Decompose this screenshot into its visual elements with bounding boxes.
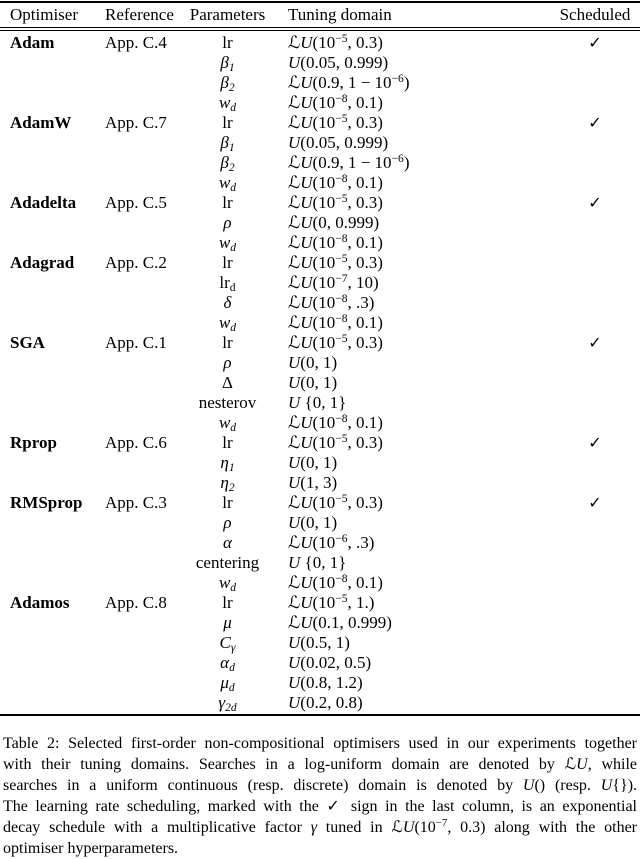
script-letter: ℒU xyxy=(288,613,313,632)
scheduled-cell xyxy=(550,533,640,553)
tuning-domain-value: U(0.5, 1) xyxy=(288,633,350,652)
script-letter: ℒU xyxy=(288,593,313,612)
checkmark-icon: ✓ xyxy=(588,333,602,352)
optimiser-name xyxy=(0,273,105,293)
optimiser-name xyxy=(0,573,105,593)
tuning-domain-value: U(0.8, 1.2) xyxy=(288,673,363,692)
parameter-name: lr xyxy=(222,333,233,352)
tuning-domain-value: $ℒU(10^{-7}$, 10) xyxy=(288,271,379,292)
scheduled-cell xyxy=(550,333,640,353)
optimiser-name: Adamos xyxy=(10,593,70,612)
caption-line: decay schedule with a multiplicative factor γ tuned in $ℒU(10^{-7}$, 0.3) along with the other xyxy=(3,817,637,836)
tuning-domain-value: $ℒU(10^{-6}$, .3) xyxy=(288,531,375,552)
scheduled-cell xyxy=(550,133,640,153)
optimiser-name xyxy=(0,473,105,493)
checkmark-icon: ✓ xyxy=(588,493,602,512)
optimiser-name xyxy=(0,413,105,433)
parameter-name: $w_d$ xyxy=(218,233,237,255)
reference-label: App. C.3 xyxy=(105,493,167,512)
table-row xyxy=(0,293,640,313)
optimiser-name xyxy=(0,53,105,73)
optimiser-name xyxy=(0,393,105,413)
tuning-domain-value: $ℒU(10^{-5}$, 0.3) xyxy=(288,191,383,212)
script-letter: ℒU xyxy=(391,819,415,836)
script-letter: ℒU xyxy=(288,293,313,312)
optimiser-name: AdamW xyxy=(10,113,72,132)
script-letter: ℒU xyxy=(288,533,313,552)
table-row xyxy=(0,53,640,73)
column-header-parameters: Parameters xyxy=(189,5,266,24)
column-header-reference: Reference xyxy=(105,5,174,24)
reference-label xyxy=(105,573,185,593)
tuning-domain-value: $ℒU(10^{-8}$, 0.1) xyxy=(288,171,383,192)
table-row xyxy=(0,393,640,413)
reference-label xyxy=(105,133,185,153)
optimiser-name: Rprop xyxy=(10,433,57,452)
scheduled-cell xyxy=(550,313,640,333)
tuning-domain-value: U(0, 1) xyxy=(288,453,338,472)
table-row xyxy=(0,233,640,253)
reference-label xyxy=(105,313,185,333)
script-letter: U xyxy=(288,673,301,692)
reference-label xyxy=(105,613,185,633)
reference-label xyxy=(105,373,185,393)
script-letter: ℒU xyxy=(288,213,313,232)
reference-label xyxy=(105,653,185,673)
table-row xyxy=(0,693,640,713)
scheduled-cell xyxy=(550,493,640,513)
scheduled-cell xyxy=(550,53,640,73)
script-letter: ℒU xyxy=(288,233,313,252)
checkmark-icon: ✓ xyxy=(588,33,602,52)
optimiser-name xyxy=(0,353,105,373)
table-row xyxy=(0,553,640,573)
script-letter: U xyxy=(288,453,301,472)
parameter-name: $w_d$ xyxy=(218,573,237,595)
tuning-domain-value: U(0, 1) xyxy=(288,373,338,392)
script-letter: U xyxy=(288,373,301,392)
parameter-name: $\eta_2$ xyxy=(220,473,235,495)
scheduled-cell xyxy=(550,153,640,173)
script-letter: ℒU xyxy=(288,73,313,92)
parameter-name: α xyxy=(223,533,232,552)
reference-label: App. C.6 xyxy=(105,433,167,452)
tuning-domain-value: $ℒU(10^{-5}$, 0.3) xyxy=(288,491,383,512)
script-letter: ℒU xyxy=(288,173,313,192)
scheduled-cell xyxy=(550,233,640,253)
parameter-name: $\beta_1$ xyxy=(220,53,235,75)
scheduled-cell xyxy=(550,593,640,613)
tuning-domain-value: $ℒU(10^{-5}$, 0.3) xyxy=(288,331,383,352)
parameter-name: lr xyxy=(222,193,233,212)
reference-label xyxy=(105,413,185,433)
table-row xyxy=(0,593,640,613)
reference-label xyxy=(105,173,185,193)
scheduled-cell xyxy=(550,453,640,473)
optimiser-table xyxy=(0,1,640,716)
parameter-name: $\gamma_{2d}$ xyxy=(218,693,237,715)
reference-label xyxy=(105,453,185,473)
caption-line: The learning rate scheduling, marked with the ✓ sign in the last column, is an exponential xyxy=(3,798,637,815)
tuning-domain-value: U(1, 3) xyxy=(288,473,338,492)
parameter-name: ρ xyxy=(223,353,232,372)
optimiser-name xyxy=(0,173,105,193)
scheduled-cell xyxy=(550,213,640,233)
paper-page xyxy=(0,1,640,857)
table-row xyxy=(0,193,640,213)
script-letter: ℒU xyxy=(288,333,313,352)
table-row xyxy=(0,473,640,493)
tuning-domain-value: $ℒU(10^{-8}$, .3) xyxy=(288,291,375,312)
optimiser-name xyxy=(0,73,105,93)
parameter-name: $C_\gamma$ xyxy=(219,633,236,655)
scheduled-cell xyxy=(550,433,640,453)
parameter-name: lr xyxy=(222,593,233,612)
tuning-domain-value: $ℒU(10^{-8}$, 0.1) xyxy=(288,571,383,592)
parameter-name: lr xyxy=(222,33,233,52)
reference-label xyxy=(105,273,185,293)
script-letter: U xyxy=(522,777,535,794)
table-row xyxy=(0,313,640,333)
scheduled-cell xyxy=(550,253,640,273)
optimiser-name: Adagrad xyxy=(10,253,75,272)
reference-label xyxy=(105,693,185,713)
script-letter: ℒU xyxy=(288,433,313,452)
optimiser-name: Adam xyxy=(10,33,55,52)
reference-label xyxy=(105,53,185,73)
script-letter: U xyxy=(288,53,301,72)
column-header-tuning-domain: Tuning domain xyxy=(288,5,392,24)
table-body xyxy=(0,31,640,714)
parameter-name: ρ xyxy=(223,513,232,532)
reference-label xyxy=(105,233,185,253)
table-row xyxy=(0,213,640,233)
checkmark-icon: ✓ xyxy=(588,113,602,132)
table-row xyxy=(0,353,640,373)
script-letter: ℒU xyxy=(288,93,313,112)
parameter-name: $\beta_2$ xyxy=(220,73,235,95)
scheduled-cell xyxy=(550,393,640,413)
parameter-name: ρ xyxy=(223,213,232,232)
optimiser-name xyxy=(0,693,105,713)
parameter-name: $\alpha_d$ xyxy=(220,653,235,675)
table-row xyxy=(0,73,640,93)
script-letter: ℒU xyxy=(288,573,313,592)
table-row xyxy=(0,653,640,673)
tuning-domain-value: $ℒU(10^{-5}$, 0.3) xyxy=(288,111,383,132)
table-row xyxy=(0,453,640,473)
tuning-domain-value: U(0, 1) xyxy=(288,353,338,372)
parameter-name: $w_d$ xyxy=(218,313,237,335)
tuning-domain-value: $ℒU(10^{-5}$, 0.3) xyxy=(288,31,383,52)
parameter-name: $\beta_1$ xyxy=(220,133,235,155)
parameter-name: lr xyxy=(222,253,233,272)
table-row xyxy=(0,513,640,533)
reference-label: App. C.2 xyxy=(105,253,167,272)
scheduled-cell xyxy=(550,73,640,93)
tuning-domain-value: $ℒU(10^{-8}$, 0.1) xyxy=(288,231,383,252)
script-letter: ℒU xyxy=(288,313,313,332)
optimiser-name xyxy=(0,313,105,333)
column-header-optimiser: Optimiser xyxy=(10,5,78,24)
reference-label xyxy=(105,353,185,373)
reference-label xyxy=(105,153,185,173)
table-row xyxy=(0,93,640,113)
script-letter: ℒU xyxy=(288,413,313,432)
parameter-name: lr xyxy=(222,493,233,512)
optimiser-name xyxy=(0,233,105,253)
optimiser-name xyxy=(0,93,105,113)
reference-label xyxy=(105,73,185,93)
tuning-domain-value: U(0.2, 0.8) xyxy=(288,693,363,712)
script-letter: U xyxy=(288,133,301,152)
scheduled-cell xyxy=(550,353,640,373)
table-row xyxy=(0,153,640,173)
tuning-domain-value: U(0.05, 0.999) xyxy=(288,133,389,152)
script-letter: U xyxy=(288,693,301,712)
reference-label xyxy=(105,633,185,653)
tuning-domain-value: ℒU(0.9, $1 - 10^{-6}$) xyxy=(288,71,410,92)
script-letter: ℒU xyxy=(288,33,313,52)
tuning-domain-value: U(0.02, 0.5) xyxy=(288,653,372,672)
table-row xyxy=(0,33,640,53)
script-letter: U xyxy=(600,777,613,794)
optimiser-name: SGA xyxy=(10,333,45,352)
optimiser-name xyxy=(0,553,105,573)
script-letter: U xyxy=(288,633,301,652)
tuning-domain-value: U {0, 1} xyxy=(288,553,347,572)
scheduled-cell xyxy=(550,553,640,573)
reference-label xyxy=(105,93,185,113)
script-letter: U xyxy=(288,393,301,412)
tuning-domain-value: $ℒU(10^{-5}$, 0.3) xyxy=(288,251,383,272)
optimiser-name xyxy=(0,653,105,673)
scheduled-cell xyxy=(550,693,640,713)
caption-line: with their tuning domains. Searches in a log-uniform domain are denoted by ℒU, while xyxy=(3,756,638,773)
tuning-domain-value: $ℒU(10^{-5}$, 1.) xyxy=(288,591,375,612)
table-row xyxy=(0,613,640,633)
scheduled-cell xyxy=(550,613,640,633)
reference-label: App. C.8 xyxy=(105,593,167,612)
optimiser-name xyxy=(0,213,105,233)
scheduled-cell xyxy=(550,33,640,53)
parameter-name: $w_d$ xyxy=(218,93,237,115)
tuning-domain-value: ℒU(0.1, 0.999) xyxy=(288,613,392,632)
tuning-domain-value: $ℒU(10^{-8}$, 0.1) xyxy=(288,411,383,432)
scheduled-cell xyxy=(550,653,640,673)
optimiser-name xyxy=(0,133,105,153)
script-letter: U xyxy=(288,513,301,532)
reference-label xyxy=(105,393,185,413)
table-caption xyxy=(0,733,640,859)
table-row xyxy=(0,373,640,393)
optimiser-name xyxy=(0,613,105,633)
optimiser-name xyxy=(0,153,105,173)
table-row xyxy=(0,133,640,153)
reference-label: App. C.5 xyxy=(105,193,167,212)
parameter-name: μ xyxy=(223,613,232,632)
script-letter: ℒU xyxy=(288,493,313,512)
tuning-domain-value: U {0, 1} xyxy=(288,393,347,412)
optimiser-name xyxy=(0,513,105,533)
reference-label xyxy=(105,553,185,573)
tuning-domain-value: ℒU(0.9, $1 - 10^{-6}$) xyxy=(288,151,410,172)
scheduled-cell xyxy=(550,673,640,693)
scheduled-cell xyxy=(550,373,640,393)
scheduled-cell xyxy=(550,93,640,113)
script-letter: ℒU xyxy=(288,273,313,292)
script-letter: ℒU xyxy=(288,113,313,132)
tuning-domain-value: U(0.05, 0.999) xyxy=(288,53,389,72)
tuning-domain-value: $ℒU(10^{-8}$, 0.1) xyxy=(288,91,383,112)
column-header-scheduled: Scheduled xyxy=(559,5,631,24)
tuning-domain-value: U(0, 1) xyxy=(288,513,338,532)
optimiser-name xyxy=(0,633,105,653)
optimiser-name xyxy=(0,293,105,313)
table-row xyxy=(0,173,640,193)
script-letter: ℒU xyxy=(288,153,313,172)
parameter-name: centering xyxy=(195,553,260,572)
table-row xyxy=(0,533,640,553)
caption-line: optimiser hyperparameters. xyxy=(3,840,179,857)
optimiser-name xyxy=(0,453,105,473)
parameter-name: $w_d$ xyxy=(218,173,237,195)
optimiser-name xyxy=(0,373,105,393)
scheduled-cell xyxy=(550,573,640,593)
script-letter: U xyxy=(288,473,301,492)
parameter-name: $lr_d$ xyxy=(219,273,236,295)
parameter-name: $\mu_d$ xyxy=(220,673,235,695)
scheduled-cell xyxy=(550,113,640,133)
table-row xyxy=(0,113,640,133)
script-letter: U xyxy=(288,553,301,572)
scheduled-cell xyxy=(550,273,640,293)
table-row xyxy=(0,273,640,293)
tuning-domain-value: $ℒU(10^{-5}$, 0.3) xyxy=(288,431,383,452)
reference-label xyxy=(105,213,185,233)
tuning-domain-value: ℒU(0, 0.999) xyxy=(288,213,380,232)
script-letter: ℒU xyxy=(564,756,588,773)
scheduled-cell xyxy=(550,293,640,313)
table-row xyxy=(0,413,640,433)
parameter-name: nesterov xyxy=(198,393,257,412)
reference-label: App. C.7 xyxy=(105,113,167,132)
reference-label xyxy=(105,533,185,553)
scheduled-cell xyxy=(550,413,640,433)
scheduled-cell xyxy=(550,473,640,493)
parameter-name: lr xyxy=(222,113,233,132)
script-letter: U xyxy=(288,653,301,672)
checkmark-icon: ✓ xyxy=(588,433,602,452)
script-letter: ℒU xyxy=(288,193,313,212)
optimiser-name xyxy=(0,673,105,693)
caption-line: searches in a uniform continuous (resp. discrete) domain is denoted by U() (resp. U{}). xyxy=(3,777,638,794)
table-row xyxy=(0,493,640,513)
optimiser-name xyxy=(0,533,105,553)
scheduled-cell xyxy=(550,193,640,213)
caption-line: Table 2: Selected first-order non-compositional optimisers used in our experiments together xyxy=(3,735,637,752)
parameter-name: δ xyxy=(223,293,232,312)
table-row xyxy=(0,433,640,453)
scheduled-cell xyxy=(550,513,640,533)
parameter-name: Δ xyxy=(222,373,233,392)
script-letter: ℒU xyxy=(288,253,313,272)
table-row xyxy=(0,633,640,653)
table-row xyxy=(0,573,640,593)
script-letter: U xyxy=(288,353,301,372)
table-row xyxy=(0,253,640,273)
reference-label xyxy=(105,473,185,493)
table-header xyxy=(0,3,640,31)
tuning-domain-value: $ℒU(10^{-8}$, 0.1) xyxy=(288,311,383,332)
scheduled-cell xyxy=(550,173,640,193)
optimiser-name: Adadelta xyxy=(10,193,77,212)
reference-label xyxy=(105,513,185,533)
reference-label xyxy=(105,293,185,313)
reference-label: App. C.4 xyxy=(105,33,167,52)
parameter-name: $\eta_1$ xyxy=(220,453,235,475)
scheduled-cell xyxy=(550,633,640,653)
parameter-name: $w_d$ xyxy=(218,413,237,435)
parameter-name: lr xyxy=(222,433,233,452)
reference-label: App. C.1 xyxy=(105,333,167,352)
reference-label xyxy=(105,673,185,693)
table-row xyxy=(0,673,640,693)
optimiser-name: RMSprop xyxy=(10,493,83,512)
parameter-name: $\beta_2$ xyxy=(220,153,235,175)
table-row xyxy=(0,333,640,353)
checkmark-icon: ✓ xyxy=(588,193,602,212)
